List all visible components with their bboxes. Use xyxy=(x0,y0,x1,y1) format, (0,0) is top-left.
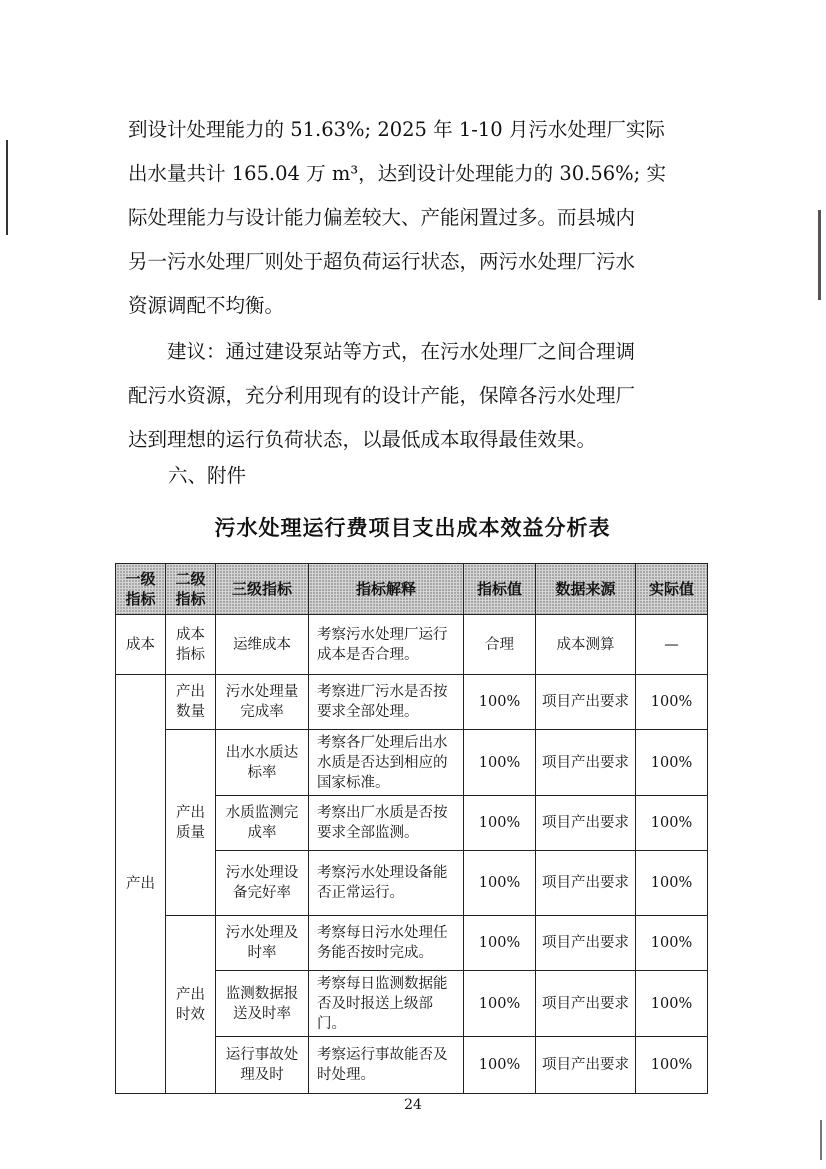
source-cell: 项目产出要求 xyxy=(536,916,636,971)
description-cell: 考察污水处理设备能否正常运行。 xyxy=(309,851,464,916)
text-line: 出水量共计 165.04 万 m³，达到设计处理能力的 30.56%; 实 xyxy=(128,162,666,185)
text-line: 建议：通过建设泵站等方式，在污水处理厂之间合理调 xyxy=(167,340,636,363)
description-cell: 考察运行事故能否及时处理。 xyxy=(309,1037,464,1094)
description-cell: 考察进厂污水是否按要求全部处理。 xyxy=(309,675,464,730)
text-line: 另一污水处理厂则处于超负荷运行状态，两污水处理厂污水 xyxy=(128,250,636,273)
level3-cell: 污水处理及时率 xyxy=(216,916,309,971)
actual-cell: 100% xyxy=(636,971,708,1037)
target-cell: 100% xyxy=(464,796,536,851)
level3-cell: 污水处理设备完好率 xyxy=(216,851,309,916)
target-cell: 100% xyxy=(464,971,536,1037)
target-cell: 合理 xyxy=(464,615,536,675)
table-title: 污水处理运行费项目支出成本效益分析表 xyxy=(214,515,611,540)
source-cell: 项目产出要求 xyxy=(536,971,636,1037)
target-cell: 100% xyxy=(464,1037,536,1094)
table-row xyxy=(116,675,708,730)
target-cell: 100% xyxy=(464,851,536,916)
level1-cell: 产出 xyxy=(116,675,166,1094)
description-cell: 考察出厂水质是否按要求全部监测。 xyxy=(309,796,464,851)
level2-cell: 产出质量 xyxy=(166,730,216,916)
header-cell: 指标解释 xyxy=(309,564,464,615)
source-cell: 项目产出要求 xyxy=(536,675,636,730)
text-line: 资源调配不均衡。 xyxy=(128,294,285,317)
level2-cell: 产出数量 xyxy=(166,675,216,730)
target-cell: 100% xyxy=(464,675,536,730)
level1-cell: 成本 xyxy=(116,615,166,675)
source-cell: 项目产出要求 xyxy=(536,730,636,796)
source-cell: 项目产出要求 xyxy=(536,1037,636,1094)
description-cell: 考察污水处理厂运行成本是否合理。 xyxy=(309,615,464,675)
description-cell: 考察每日监测数据能否及时报送上级部门。 xyxy=(309,971,464,1037)
scan-edge-mark xyxy=(820,1120,822,1160)
target-cell: 100% xyxy=(464,916,536,971)
actual-cell: 100% xyxy=(636,1037,708,1094)
table-header-row xyxy=(116,564,708,615)
paragraph-suggestion xyxy=(128,330,708,462)
text-line: 配污水资源，充分利用现有的设计产能，保障各污水处理厂 xyxy=(128,384,636,407)
text-line: 际处理能力与设计能力偏差较大、产能闲置过多。而县城内 xyxy=(128,206,636,229)
header-cell: 一级指标 xyxy=(116,564,166,615)
description-cell: 考察每日污水处理任务能否按时完成。 xyxy=(309,916,464,971)
header-cell: 三级指标 xyxy=(216,564,309,615)
text-line: 达到理想的运行负荷状态，以最低成本取得最佳效果。 xyxy=(128,428,597,451)
level3-cell: 出水水质达标率 xyxy=(216,730,309,796)
text-line: 到设计处理能力的 51.63%; 2025 年 1-10 月污水处理厂实际 xyxy=(128,118,665,141)
level3-cell: 污水处理量完成率 xyxy=(216,675,309,730)
header-cell: 二级指标 xyxy=(166,564,216,615)
cost-benefit-table xyxy=(115,563,708,1094)
page-number: 24 xyxy=(404,1097,422,1113)
header-cell: 指标值 xyxy=(464,564,536,615)
source-cell: 项目产出要求 xyxy=(536,851,636,916)
actual-cell: 100% xyxy=(636,796,708,851)
actual-cell: 100% xyxy=(636,675,708,730)
level3-cell: 监测数据报送及时率 xyxy=(216,971,309,1037)
header-cell: 实际值 xyxy=(636,564,708,615)
actual-cell: 100% xyxy=(636,916,708,971)
section-heading: 六、附件 xyxy=(168,464,247,487)
source-cell: 成本测算 xyxy=(536,615,636,675)
level2-cell: 成本指标 xyxy=(166,615,216,675)
actual-cell: 100% xyxy=(636,851,708,916)
scan-edge-mark xyxy=(818,210,821,300)
level3-cell: 运维成本 xyxy=(216,615,309,675)
actual-cell: — xyxy=(636,615,708,675)
source-cell: 项目产出要求 xyxy=(536,796,636,851)
table-row xyxy=(116,730,708,796)
table-row xyxy=(116,615,708,675)
level2-cell: 产出时效 xyxy=(166,916,216,1094)
table-row xyxy=(116,916,708,971)
description-cell: 考察各厂处理后出水水质是否达到相应的国家标准。 xyxy=(309,730,464,796)
header-cell: 数据来源 xyxy=(536,564,636,615)
level3-cell: 水质监测完成率 xyxy=(216,796,309,851)
scan-edge-mark xyxy=(6,140,8,235)
target-cell: 100% xyxy=(464,730,536,796)
level3-cell: 运行事故处理及时 xyxy=(216,1037,309,1094)
actual-cell: 100% xyxy=(636,730,708,796)
paragraph-analysis xyxy=(128,108,708,328)
